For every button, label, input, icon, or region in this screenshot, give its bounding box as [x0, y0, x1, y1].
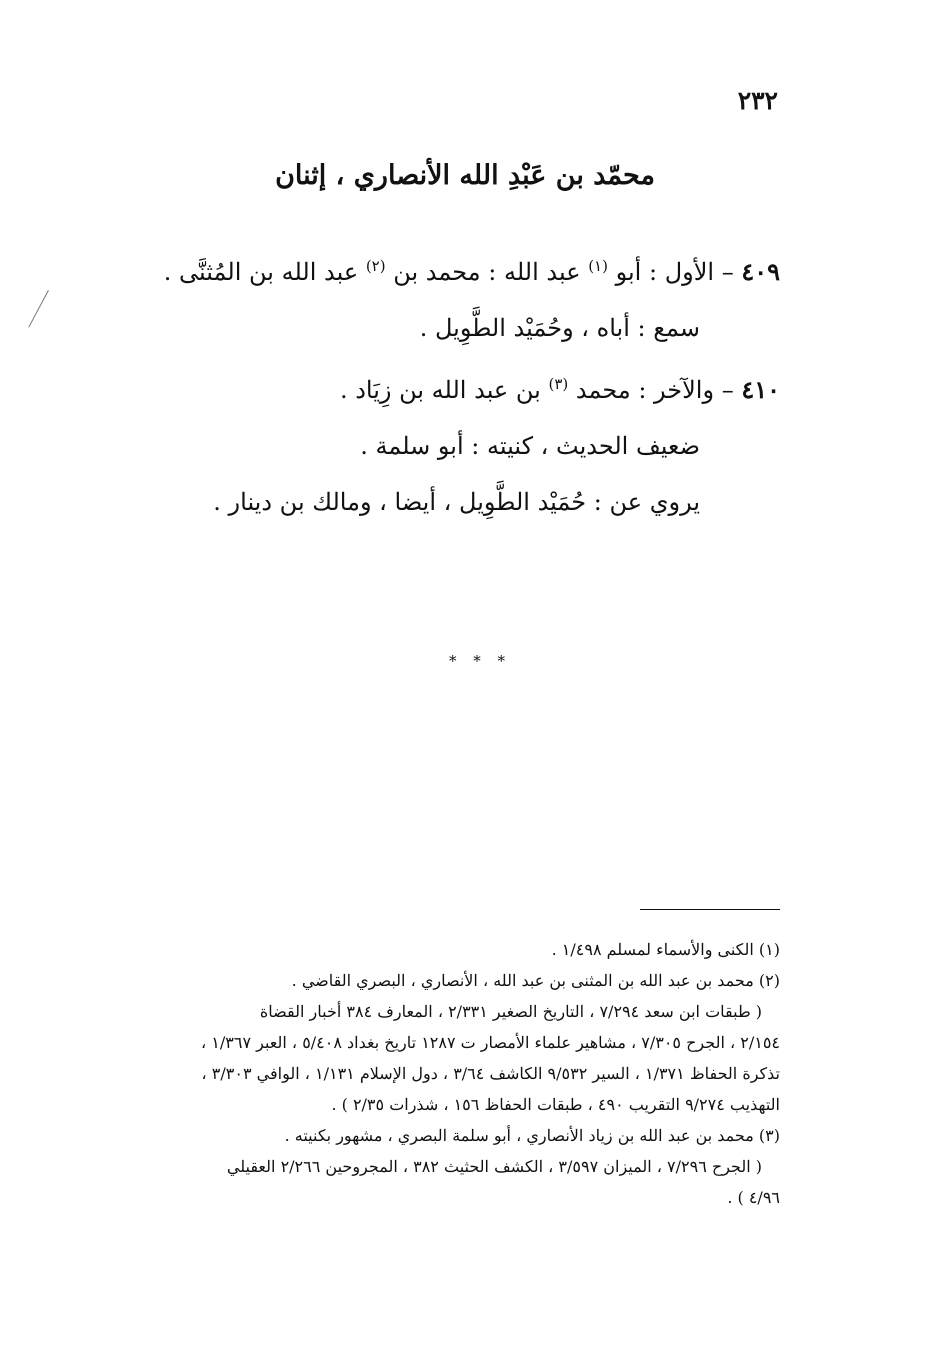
footnote-ref: (١)	[588, 257, 608, 275]
entry-text: – والآخر : محمد	[568, 376, 742, 404]
entry-number: ٤١٠	[741, 375, 780, 404]
entry-text: عبد الله : محمد بن	[385, 258, 589, 286]
page-number: ٢٣٢	[737, 86, 778, 115]
footnote-2-sources: تذكرة الحفاظ ١/٣٧١ ، السير ٩/٥٣٢ الكاشف ٣/٦٤ ، دول الإسلام ١/١٣١ ، الوافي ٣/٣٠٣ ،	[201, 1064, 780, 1083]
footnote-1: (١) الكنى والأسماء لمسلم ١/٤٩٨ .	[551, 940, 780, 959]
footnote-3: (٣) محمد بن عبد الله بن زياد الأنصاري ، أبو سلمة البصري ، مشهور بكنيته .	[284, 1126, 780, 1145]
footnote-ref: (٢)	[365, 257, 386, 275]
chapter-title: محمّد بن عَبْدِ الله الأنصاري ، إثنان	[275, 160, 655, 191]
footnote-ref: (٣)	[548, 375, 569, 393]
footnotes	[160, 934, 780, 1213]
footnote-3-sources: ( الجرح ٧/٢٩٦ ، الميزان ٣/٥٩٧ ، الكشف الحثيث ٣٨٢ ، المجروحين ٢/٢٦٦ العقيلي	[226, 1157, 762, 1176]
entry-text: بن عبد الله بن زِيَاد .	[339, 376, 549, 404]
footnote-2: (٢) محمد بن عبد الله بن المثنى بن عبد الله ، الأنصاري ، البصري القاضي .	[291, 971, 780, 990]
entries-list	[160, 238, 780, 530]
entry-410-line-2: ضعيف الحديث ، كنيته : أبو سلمة .	[360, 432, 700, 460]
footnote-2-sources: ( طبقات ابن سعد ٧/٢٩٤ ، التاريخ الصغير ٢/٣٣١ ، المعارف ٣٨٤ أخبار القضاة	[259, 1002, 762, 1021]
margin-pencil-mark	[28, 290, 49, 328]
entry-409-line-1	[160, 238, 780, 300]
footnote-divider	[640, 909, 780, 910]
section-separator: * * *	[448, 652, 512, 670]
footnote-2-sources: التهذيب ٩/٢٧٤ التقريب ٤٩٠ ، طبقات الحفاظ ١٥٦ ، شذرات ٢/٣٥ ) .	[331, 1095, 780, 1114]
entry-409-line-2: سمع : أباه ، وحُمَيْد الطَّوِيل .	[419, 314, 700, 342]
footnote-3-sources: ٤/٩٦ ) .	[727, 1188, 780, 1207]
footnote-2-sources: ٢/١٥٤ ، الجرح ٧/٣٠٥ ، مشاهير علماء الأمصار ت ١٢٨٧ تاريخ بغداد ٥/٤٠٨ ، العبر ١/٣٦٧ ،	[201, 1033, 780, 1052]
entry-410-line-3: يروي عن : حُمَيْد الطَّوِيل ، أيضا ، ومالك بن دينار .	[213, 488, 700, 516]
entry-text: عبد الله بن المُثنَّى .	[163, 258, 366, 286]
entry-number: ٤٠٩	[741, 257, 780, 286]
entry-text: – الأول : أبو	[607, 258, 742, 286]
entry-410-line-1	[160, 356, 780, 418]
